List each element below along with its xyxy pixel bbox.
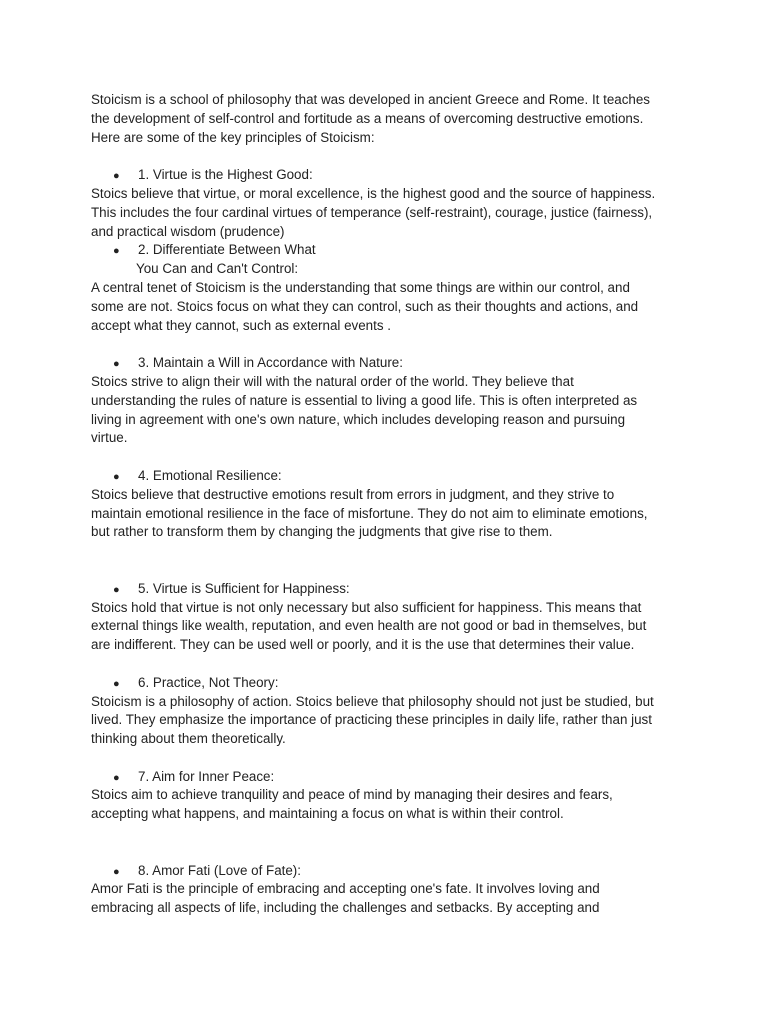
- principle-body-line: This includes the four cardinal virtues of temperance (self-restraint), courage, justice (fairness),: [91, 204, 653, 220]
- paragraph-spacer: [91, 824, 691, 843]
- paragraph-spacer: [91, 448, 691, 467]
- bullet-icon: ●: [113, 245, 120, 258]
- principle-4: [91, 467, 691, 542]
- intro-line: Here are some of the key principles of Stoicism:: [91, 129, 375, 145]
- principle-body-line: virtue.: [91, 430, 128, 446]
- principle-body-line: and practical wisdom (prudence): [91, 223, 285, 239]
- paragraph-spacer: [91, 655, 691, 674]
- bullet-icon: ●: [113, 170, 120, 183]
- bullet-icon: ●: [113, 583, 120, 596]
- bullet-icon: ●: [113, 677, 120, 690]
- principle-body-line: Stoics strive to align their will with the natural order of the world. They believe that: [91, 373, 574, 389]
- principle-body-line: living in agreement with one's own nature, which includes developing reason and pursuing: [91, 411, 626, 427]
- intro-line: Stoicism is a school of philosophy that was developed in ancient Greece and Rome. It teaches: [91, 92, 651, 107]
- principle-6: [91, 674, 691, 749]
- bullet-icon: ●: [113, 771, 120, 784]
- principle-heading: [91, 674, 691, 693]
- principle-heading-text: 1. Virtue is the Highest Good:: [138, 167, 313, 183]
- principle-body-line: understanding the rules of nature is essential to living a good life. This is often interpreted as: [91, 392, 638, 408]
- principle-body-line: Amor Fati is the principle of embracing and accepting one's fate. It involves loving and: [91, 881, 600, 897]
- principle-heading-text: 4. Emotional Resilience:: [138, 467, 282, 483]
- principle-heading: [91, 467, 691, 486]
- principle-body-line: Stoics aim to achieve tranquility and peace of mind by managing their desires and fears,: [91, 787, 613, 803]
- principle-body-line: Stoics hold that virtue is not only necessary but also sufficient for happiness. This means that: [91, 599, 642, 615]
- bullet-icon: ●: [113, 865, 120, 878]
- principle-1: [91, 166, 691, 241]
- principle-heading-text: 8. Amor Fati (Love of Fate):: [138, 862, 301, 878]
- principle-body-line: external things like wealth, reputation, and even health are not good or bad in themselves, but: [91, 618, 647, 634]
- principle-body-line: Stoics believe that destructive emotions result from errors in judgment, and they strive to: [91, 486, 615, 502]
- principle-body-line: Stoics believe that virtue, or moral excellence, is the highest good and the source of happiness.: [91, 185, 656, 201]
- principle-2: [91, 241, 691, 335]
- principle-heading-text: 7. Aim for Inner Peace:: [138, 768, 275, 784]
- principle-heading: [91, 166, 691, 185]
- principle-8: [91, 862, 691, 918]
- principle-body-line: lived. They emphasize the importance of practicing these principles in daily life, rather than just: [91, 712, 652, 728]
- document-body: [91, 91, 691, 918]
- principle-body-line: accept what they cannot, such as external events .: [91, 317, 391, 333]
- principle-3: [91, 354, 691, 448]
- intro-paragraph: [91, 91, 691, 147]
- bullet-icon: ●: [113, 358, 120, 371]
- principle-5: [91, 580, 691, 655]
- principle-heading: [91, 862, 691, 881]
- principle-body-line: accepting what happens, and maintaining a focus on what is within their control.: [91, 806, 564, 822]
- principle-7: [91, 768, 691, 824]
- principle-heading: [91, 241, 691, 260]
- bullet-icon: ●: [113, 470, 120, 483]
- principle-heading: [91, 768, 691, 787]
- principle-heading: [91, 580, 691, 599]
- principle-body-line: Stoicism is a philosophy of action. Stoics believe that philosophy should not just be studied, but: [91, 693, 654, 709]
- principle-heading-text: 5. Virtue is Sufficient for Happiness:: [138, 580, 350, 596]
- paragraph-spacer: [91, 843, 691, 862]
- principle-body-line: thinking about them theoretically.: [91, 731, 286, 747]
- paragraph-spacer: [91, 561, 691, 580]
- paragraph-spacer: [91, 749, 691, 768]
- principle-heading: [91, 354, 691, 373]
- principle-body-line: maintain emotional resilience in the face of misfortune. They do not aim to eliminate emotions,: [91, 505, 648, 521]
- principle-body-line: are indifferent. They can be used well or poorly, and it is the use that determines their value.: [91, 637, 635, 653]
- intro-line: the development of self-control and fortitude as a means of overcoming destructive emotions.: [91, 110, 644, 126]
- principle-body-line: but rather to transform them by changing the judgments that give rise to them.: [91, 524, 553, 540]
- principle-body-line: some are not. Stoics focus on what they can control, such as their thoughts and actions, and: [91, 298, 639, 314]
- paragraph-spacer: [91, 335, 691, 354]
- paragraph-spacer: [91, 147, 691, 166]
- principle-heading-text: 3. Maintain a Will in Accordance with Nature:: [138, 355, 403, 371]
- paragraph-spacer: [91, 542, 691, 561]
- principle-heading-text: 6. Practice, Not Theory:: [138, 674, 279, 690]
- principle-heading-continuation: You Can and Can't Control:: [136, 261, 299, 277]
- principle-heading-text: 2. Differentiate Between What: [138, 242, 316, 258]
- principle-body-line: embracing all aspects of life, including the challenges and setbacks. By accepting and: [91, 900, 600, 916]
- principle-body-line: A central tenet of Stoicism is the understanding that some things are within our control, and: [91, 279, 630, 295]
